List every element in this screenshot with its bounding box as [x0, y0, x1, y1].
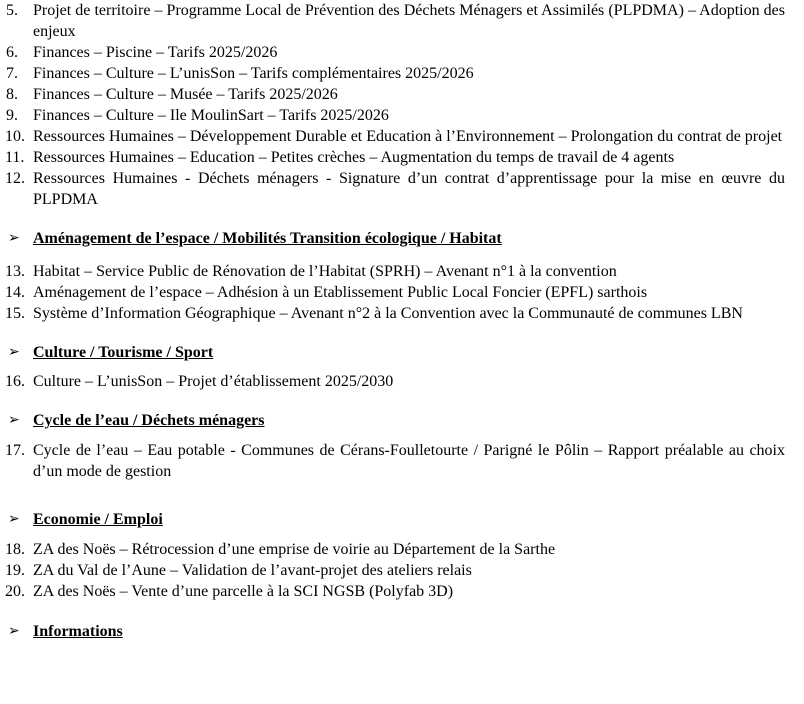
item-text: Système d’Information Géographique – Avenant n°2 à la Convention avec la Communauté de communes LBN: [33, 305, 743, 322]
agenda-item-19: [0, 560, 785, 581]
section-heading-amenagement: [0, 228, 804, 249]
section-title: Economie / Emploi: [33, 511, 163, 528]
item-number: 10.: [5, 128, 25, 145]
agenda-item-20: [0, 581, 785, 602]
item-number: 19.: [5, 562, 25, 579]
item-text: Projet de territoire – Programme Local de Prévention des Déchets Ménagers et Assimilés (PLPDMA) – Adoption des enjeux: [33, 2, 785, 40]
arrow-bullet-icon: ➢: [8, 231, 20, 246]
agenda-item-9: [0, 105, 785, 126]
agenda-item-17: [0, 440, 785, 482]
item-number: 8.: [6, 86, 18, 103]
agenda-item-8: [0, 84, 785, 105]
agenda-item-13: [0, 261, 785, 282]
section-title: Culture / Tourisme / Sport: [33, 344, 214, 361]
item-text: Ressources Humaines – Education – Petites crèches – Augmentation du temps de travail de 4 agents: [33, 149, 675, 166]
item-number: 7.: [6, 65, 18, 82]
item-number: 6.: [6, 44, 18, 61]
item-number: 15.: [5, 305, 25, 322]
section-heading-culture: [0, 342, 804, 363]
item-number: 18.: [5, 541, 25, 558]
agenda-item-5: [0, 0, 785, 42]
item-text: Cycle de l’eau – Eau potable - Communes de Cérans-Foulletourte / Parigné le Pôlin – Rapport préalable au choix d’un mode de gestion: [33, 442, 785, 480]
item-number: 12.: [5, 170, 25, 187]
agenda-list-culture: [0, 371, 804, 392]
section-title: Cycle de l’eau / Déchets ménagers: [33, 412, 265, 429]
agenda-item-15: [0, 303, 785, 324]
arrow-bullet-icon: ➢: [8, 624, 20, 639]
item-text: Ressources Humaines - Déchets ménagers - Signature d’un contrat d’apprentissage pour la mise en œuvre du PLPDMA: [33, 170, 785, 208]
agenda-list-finances-rh: [0, 0, 804, 210]
arrow-bullet-icon: ➢: [8, 512, 20, 527]
item-number: 9.: [6, 107, 18, 124]
section-title: Informations: [33, 623, 123, 640]
agenda-list-eau: [0, 440, 804, 482]
item-text: Habitat – Service Public de Rénovation de l’Habitat (SPRH) – Avenant n°1 à la convention: [33, 263, 617, 280]
item-number: 5.: [6, 2, 18, 19]
item-text: Finances – Culture – L’unisSon – Tarifs complémentaires 2025/2026: [33, 65, 474, 82]
agenda-item-6: [0, 42, 785, 63]
item-text: ZA des Noës – Rétrocession d’une emprise de voirie au Département de la Sarthe: [33, 541, 556, 558]
item-text: Ressources Humaines – Développement Durable et Education à l’Environnement – Prolongation du contrat de projet: [33, 128, 783, 145]
agenda-list-amenagement: [0, 261, 804, 324]
agenda-item-16: [0, 371, 785, 392]
item-text: Finances – Culture – Ile MoulinSart – Tarifs 2025/2026: [33, 107, 389, 124]
agenda-item-11: [0, 147, 785, 168]
item-text: Aménagement de l’espace – Adhésion à un Etablissement Public Local Foncier (EPFL) sarthois: [33, 284, 648, 301]
item-text: ZA des Noës – Vente d’une parcelle à la SCI NGSB (Polyfab 3D): [33, 583, 454, 600]
item-number: 20.: [5, 583, 25, 600]
item-text: Finances – Piscine – Tarifs 2025/2026: [33, 44, 278, 61]
arrow-bullet-icon: ➢: [8, 413, 20, 428]
item-text: Finances – Culture – Musée – Tarifs 2025/2026: [33, 86, 338, 103]
section-heading-economie: [0, 509, 804, 530]
item-text: ZA du Val de l’Aune – Validation de l’avant-projet des ateliers relais: [33, 562, 472, 579]
item-number: 17.: [5, 442, 25, 459]
agenda-item-18: [0, 539, 785, 560]
section-heading-eau: [0, 410, 804, 431]
agenda-item-10: [0, 126, 785, 147]
item-number: 11.: [5, 149, 25, 166]
agenda-item-7: [0, 63, 785, 84]
arrow-bullet-icon: ➢: [8, 345, 20, 360]
item-number: 14.: [5, 284, 25, 301]
section-heading-informations: [0, 621, 804, 642]
agenda-list-economie: [0, 539, 804, 602]
item-number: 16.: [5, 373, 25, 390]
item-text: Culture – L’unisSon – Projet d’établissement 2025/2030: [33, 373, 394, 390]
section-title: Aménagement de l’espace / Mobilités Transition écologique / Habitat: [33, 230, 502, 247]
item-number: 13.: [5, 263, 25, 280]
agenda-item-12: [0, 168, 785, 210]
agenda-item-14: [0, 282, 785, 303]
